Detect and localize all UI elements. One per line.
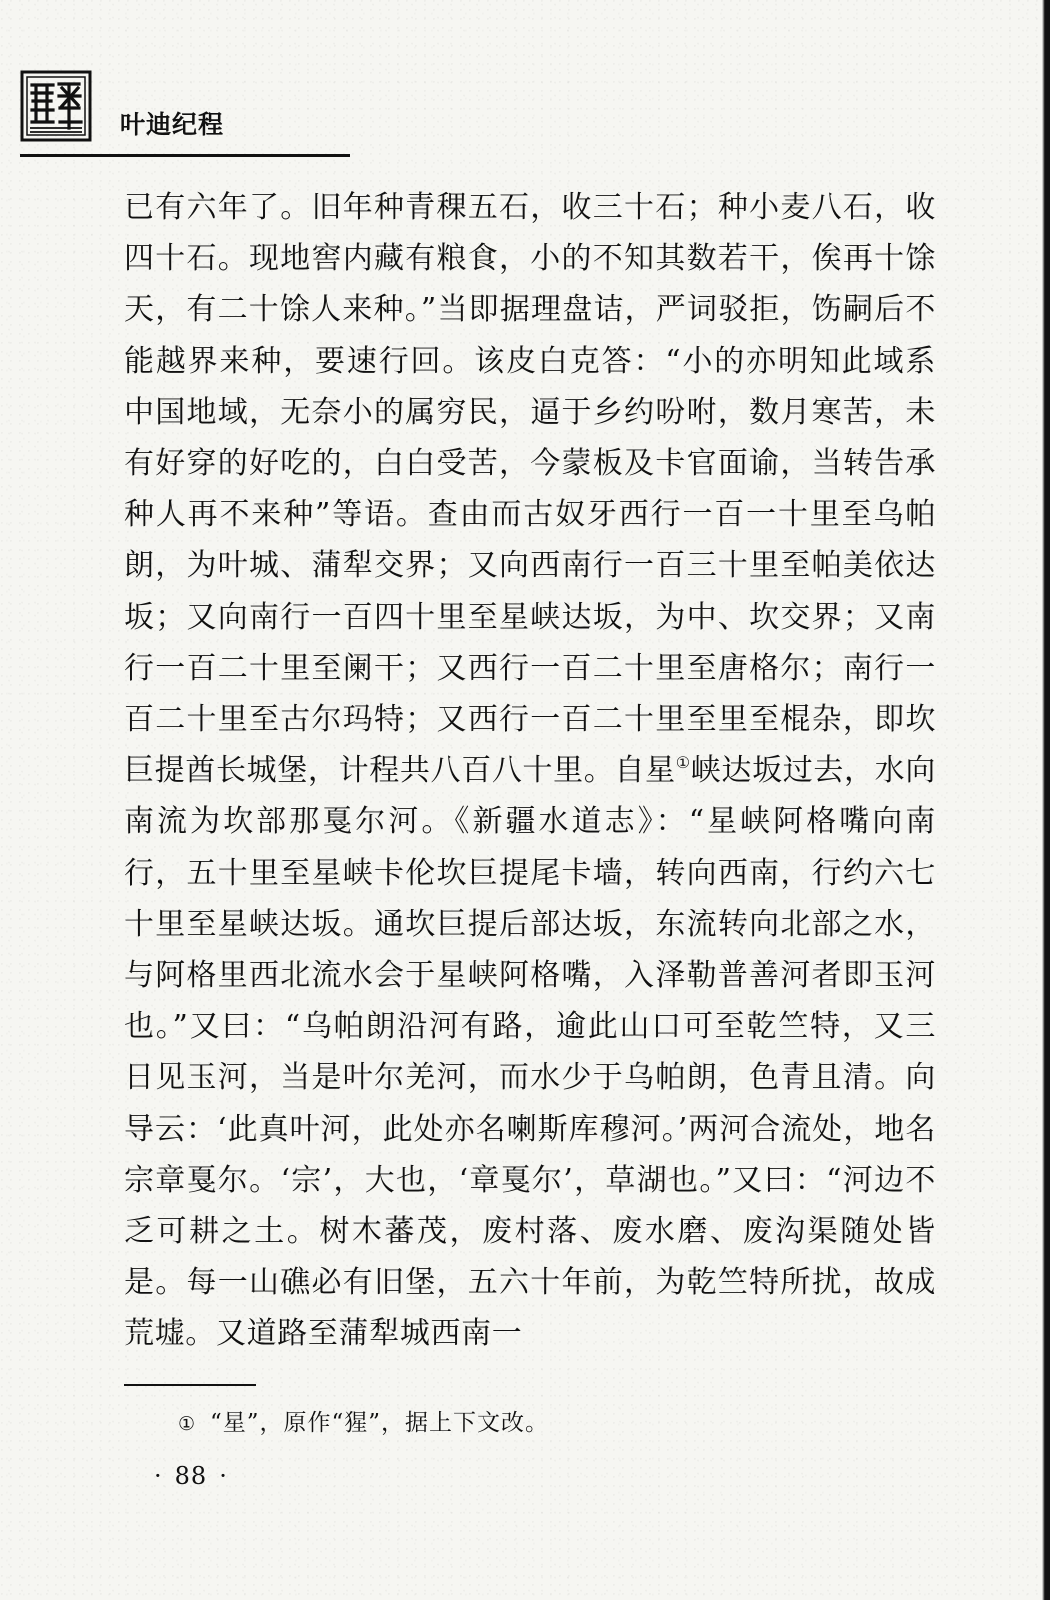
running-header-title: 叶迪纪程 — [120, 110, 225, 139]
body-text-after-note: 峡达坂过去，水向南流为坎部那戛尔河。《新疆水道志》：“星峡阿格嘴向南行，五十里至星峡卡伦坎巨提尾卡墙，转向西南，行约六七十里至星峡达坂。通坎巨提后部达坂，东流转向北部之水，与阿格里西北流水会于星峡阿格嘴，入泽勒普善河者即玉河也。”又曰：“乌帕朗沿河有路，逾此山口可至乾竺特，又三日见玉河，当是叶尔羌河，而水少于乌帕朗，色青且清。向导云：‘此真叶河，此处亦名喇斯库穆河。’两河合流处，地名宗章戛尔。‘宗’，大也，‘章戛尔’，草湖也。”又曰：“河边不乏可耕之土。树木蕃茂，废村落、废水磨、废沟渠随处皆是。每一山礁必有旧堡，五六十年前，为乾竺特所扰，故成荒墟。又道路至蒲犁城西南一 — [124, 753, 936, 1352]
body-text-before-note: 已有六年了。旧年种青稞五石，收三十石；种小麦八石，收四十石。现地窖内藏有粮食，小的不知其数若干，俟再十馀天，有二十馀人来种。”当即据理盘诘，严词驳拒，饬嗣后不能越界来种，要速行回。该皮白克答：“小的亦明知此域系中国地域，无奈小的属穷民，逼于乡约吩咐，数月寒苦，未有好穿的好吃的，白白受苦，今蒙板及卡官面谕，当转告承种人再不来种”等语。查由而古奴牙西行一百一十里至乌帕朗，为叶城、蒲犁交界；又向西南行一百三十里至帕美依达坂；又向南行一百四十里至星峡达坂，为中、坎交界；又南行一百二十里至阑干；又西行一百二十里至唐格尔；南行一百二十里至古尔玛特；又西行一百二十里至里至棍杂，即坎巨提酋长城堡，计程共八百八十里。自星 — [124, 190, 936, 789]
footnote-text: “星”，原作“猩”，据上下文改。 — [210, 1410, 550, 1436]
page-header — [20, 62, 350, 158]
header-rule — [20, 154, 350, 157]
footnote-rule — [124, 1384, 256, 1386]
footnote-marker: ① — [178, 1413, 197, 1435]
page-number-value: 88 — [174, 1462, 208, 1490]
scanned-right-edge — [1042, 0, 1050, 1600]
page-number — [142, 1461, 240, 1491]
footnote-reference: ① — [675, 753, 691, 773]
page-number-right-bullet: · — [219, 1462, 228, 1490]
main-body-text — [124, 182, 936, 1360]
footnote — [178, 1408, 549, 1439]
seal-logo — [20, 70, 92, 142]
page-number-left-bullet: · — [154, 1462, 163, 1490]
